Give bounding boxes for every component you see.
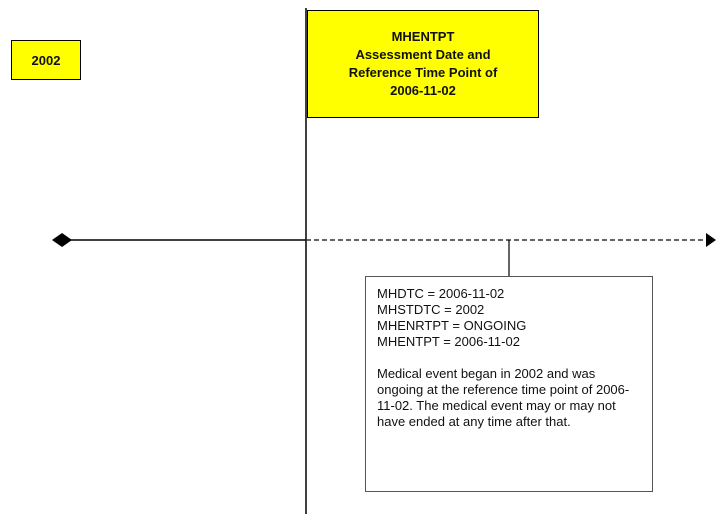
annotation-description: Medical event began in 2002 and was ongoing at the reference time point of 2006-11-02. The medical event may or may not have ended at any time after that. [377, 366, 630, 429]
variable-mhstdtc: MHSTDTC = 2002 [377, 302, 485, 317]
start-year-label: 2002 [31, 52, 61, 68]
reference-date: 2006-11-02 [390, 83, 456, 98]
reference-title: MHENTPT [391, 29, 455, 44]
variable-mhentpt: MHENTPT = 2006-11-02 [377, 334, 520, 349]
timeline-start-marker [52, 233, 72, 247]
variable-mhenrtpt: MHENRTPT = ONGOING [377, 318, 527, 333]
variable-mhdtc: MHDTC = 2006-11-02 [377, 286, 505, 301]
reference-line-2: Assessment Date and [355, 47, 491, 62]
reference-time-point-box [307, 10, 539, 118]
timeline-arrowhead [706, 233, 716, 247]
reference-line-3: Reference Time Point of [348, 65, 498, 80]
start-year-box [11, 40, 81, 80]
annotation-box [365, 276, 653, 492]
